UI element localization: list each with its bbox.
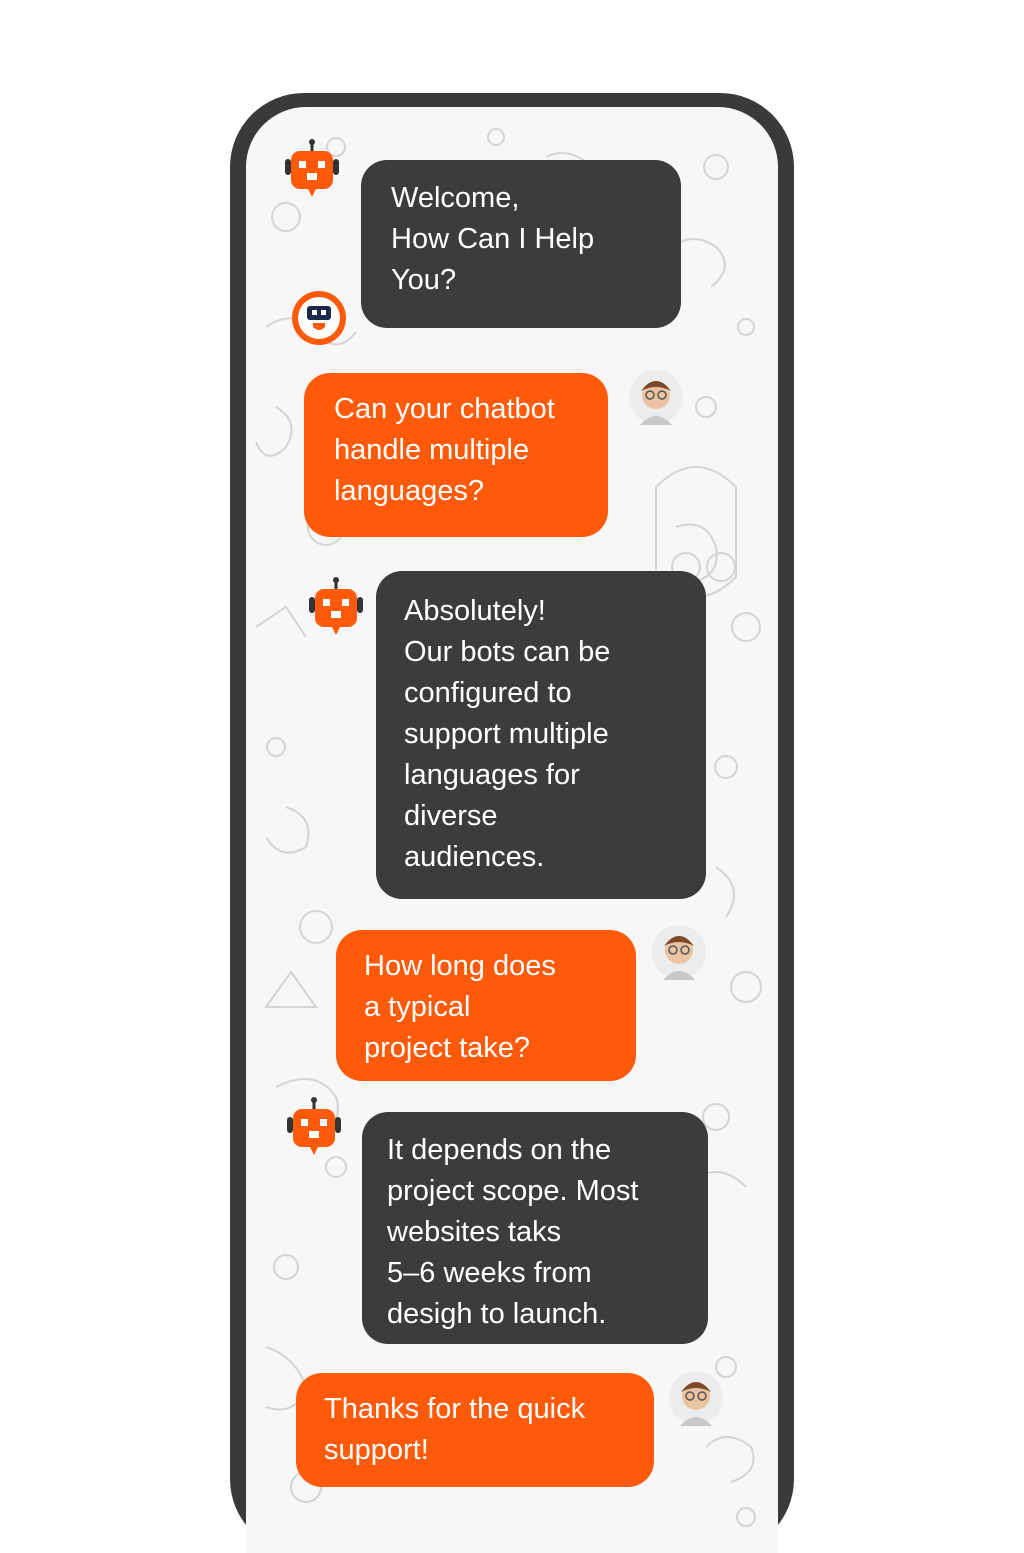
chat-screen[interactable] <box>246 107 778 1553</box>
robot-icon <box>282 139 342 204</box>
user-avatar <box>628 369 684 430</box>
message-text: Can your chatbot handle multiple languages? <box>304 373 608 537</box>
robot-icon <box>306 577 366 642</box>
user-avatar <box>651 924 707 985</box>
message-text: Absolutely! Our bots can be configured to support multiple languages for diverse audiences. <box>376 571 706 899</box>
message-text: Welcome, How Can I Help You? <box>361 160 681 328</box>
robot-icon <box>284 1097 344 1162</box>
user-avatar <box>668 1370 724 1431</box>
message-text: Thanks for the quick support! <box>296 1373 654 1487</box>
message-text: It depends on the project scope. Most websites taks 5–6 weeks from desigh to launch. <box>362 1112 708 1344</box>
message-text: How long does a typical project take? <box>336 930 636 1081</box>
phone-frame <box>230 93 794 1553</box>
robot-badge-icon <box>290 289 348 352</box>
